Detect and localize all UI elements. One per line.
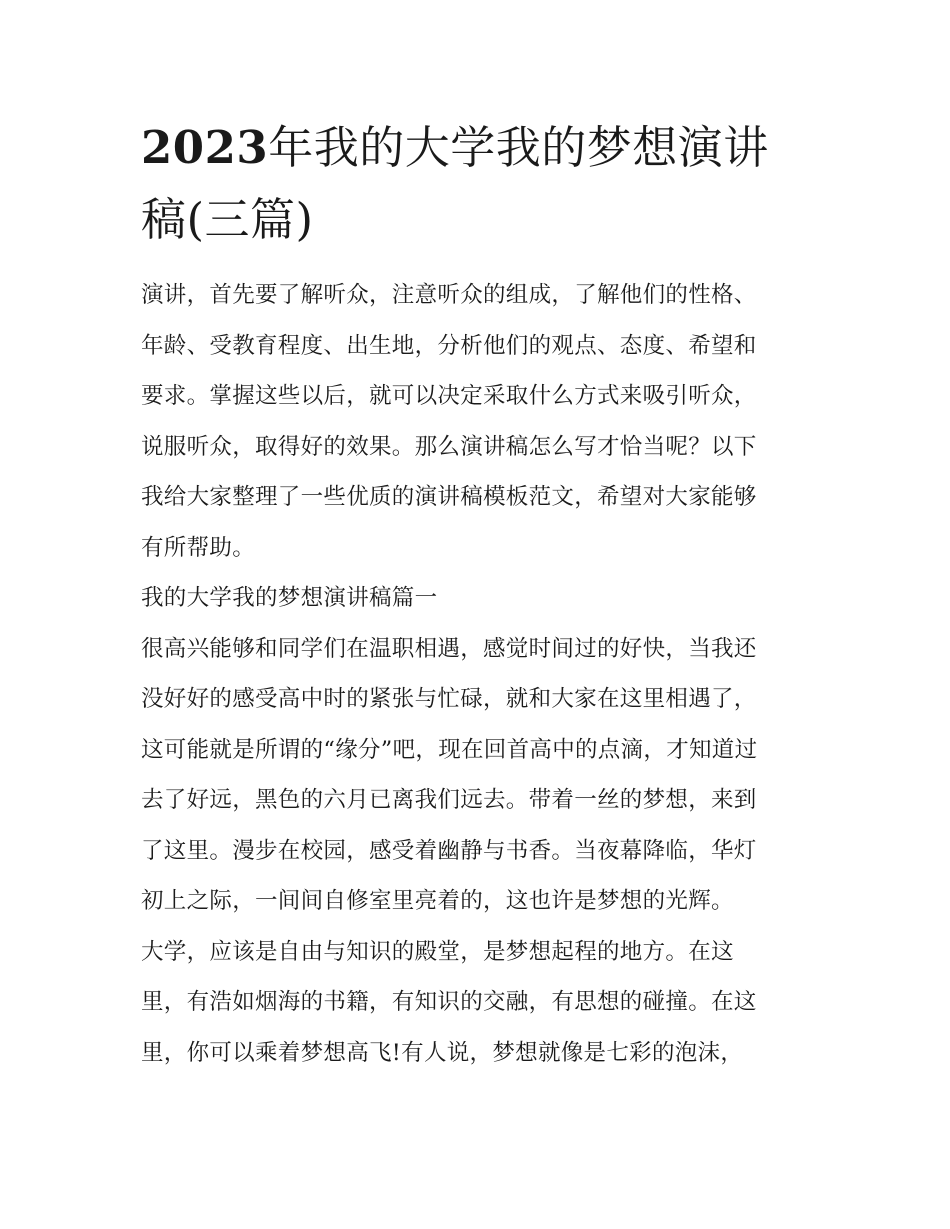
document-page <box>141 112 821 1078</box>
document-body <box>141 270 821 1078</box>
intro-line-6: 有所帮助。 <box>141 534 256 561</box>
intro-line-4: 说服听众，取得好的效果。那么演讲稿怎么写才恰当呢？以下 <box>141 433 757 460</box>
title-line-1 <box>141 112 821 184</box>
paragraph-line-9: 里，你可以乘着梦想高飞!有人说，梦想就像是七彩的泡沫， <box>141 1039 744 1066</box>
paragraph-line-5: 了这里。漫步在校园，感受着幽静与书香。当夜幕降临，华灯 <box>141 837 757 864</box>
paragraph-line-6: 初上之际，一间间自修室里亮着的，这也许是梦想的光辉。 <box>141 888 734 914</box>
intro-line-5: 我给大家整理了一些优质的演讲稿模板范文，希望对大家能够 <box>141 484 757 510</box>
paragraph-line-8: 里，有浩如烟海的书籍，有知识的交融，有思想的碰撞。在这 <box>141 989 757 1015</box>
intro-line-2: 年龄、受教育程度、出生地，分析他们的观点、态度、希望和 <box>141 332 757 359</box>
paragraph-line-3: 这可能就是所谓的“缘分”吧，现在回首高中的点滴，才知道过 <box>141 736 758 763</box>
paragraph-line-4: 去了好远，黑色的六月已离我们远去。带着一丝的梦想，来到 <box>141 787 757 813</box>
paragraph-line-1: 很高兴能够和同学们在温职相遇，感觉时间过的好快，当我还 <box>141 635 757 662</box>
title-line-1-text: 年我的大学我的梦想演讲 <box>268 121 769 174</box>
section-heading: 我的大学我的梦想演讲稿篇一 <box>141 585 438 611</box>
paragraph-line-7: 大学，应该是自由与知识的殿堂，是梦想起程的地方。在这 <box>141 938 734 965</box>
title-line-2: 稿(三篇) <box>141 193 314 246</box>
intro-line-1: 演讲，首先要了解听众，注意听众的组成，了解他们的性格、 <box>141 282 757 308</box>
paragraph-line-2: 没好好的感受高中时的紧张与忙碌，就和大家在这里相遇了， <box>141 686 757 712</box>
document-title <box>141 112 821 256</box>
title-year: 2023 <box>141 121 269 174</box>
intro-line-3: 要求。掌握这些以后，就可以决定采取什么方式来吸引听众， <box>141 383 757 409</box>
